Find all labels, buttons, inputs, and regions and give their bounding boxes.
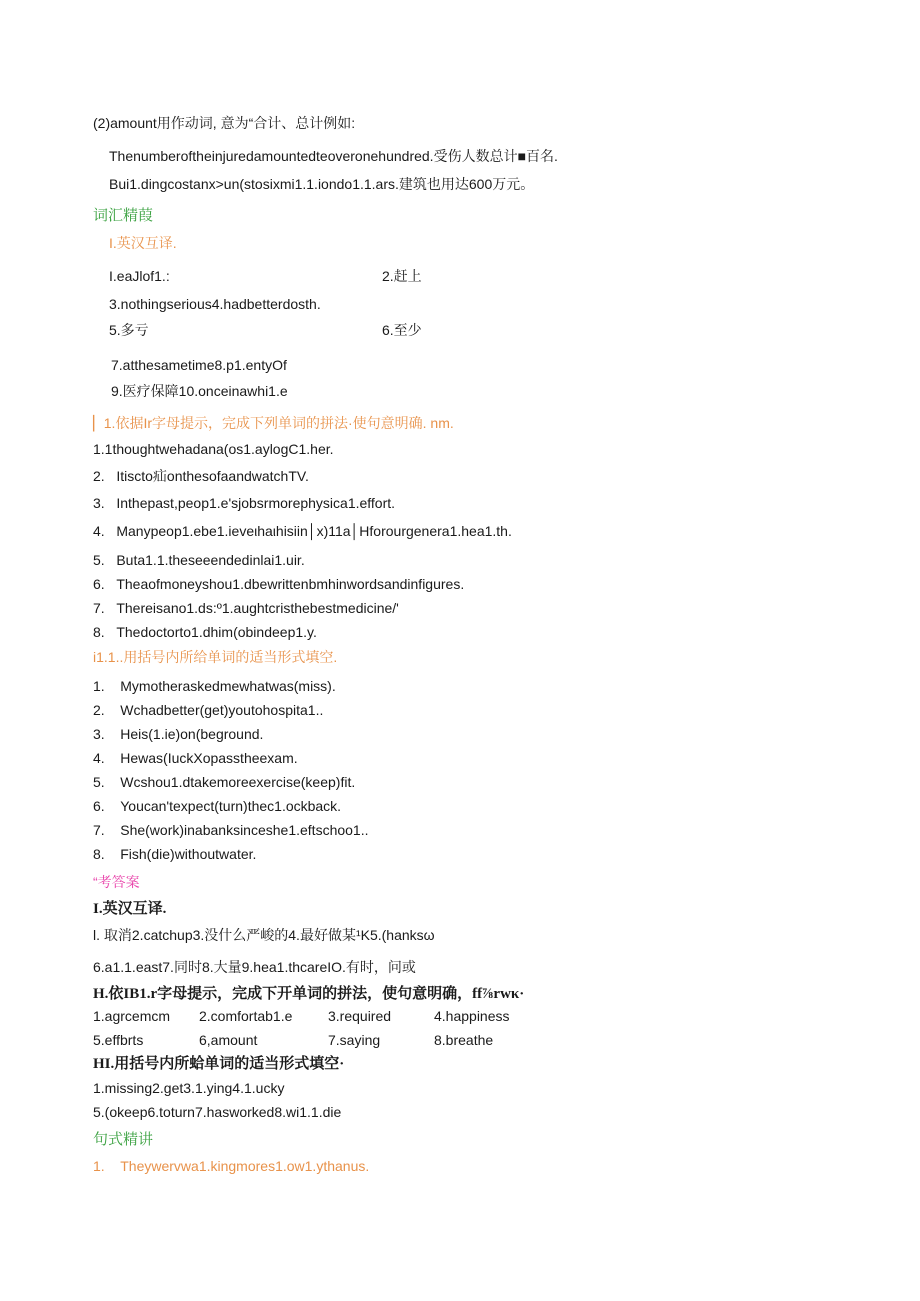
part3-item: 7. She(work)inabanksinceshe1.eftschoo1..	[93, 822, 369, 838]
part2-item: 8. Thedoctorto1.dhim(obindeep1.y.	[93, 624, 317, 640]
part3-item: 6. Youcan'texpect(turn)thec1.ockback.	[93, 798, 342, 814]
answers-part2-title: H.依IB1.r字母提示，完成下开单词的拼法，使句意明确，ff⅞rwκ·	[93, 986, 525, 1002]
part2-item: 4. Manypeop1.ebe1.ieveιhaιhisiin│x)11a│Hforourgenera1.hea1.th.	[93, 523, 512, 539]
vocab-item-1: I.eaJlof1.:	[109, 268, 170, 284]
answer-cell: 7.saying	[328, 1032, 381, 1048]
sentence-item-1: 1. Theywervwa1.kingmores1.ow1.ythanus.	[93, 1158, 370, 1174]
part2-item: 3. Inthepast,peop1.e'sjobsrmorephysica1.effort.	[93, 495, 396, 511]
answer-cell: 3.required	[328, 1008, 392, 1024]
answer-cell: 8.breathe	[434, 1032, 494, 1048]
vocab-item-9-10: 9.医疗保障10.onceinawhi1.e	[111, 383, 288, 399]
answer-cell: 4.happiness	[434, 1008, 510, 1024]
vocab-item-7-8: 7.atthesametime8.p1.entyOf	[111, 357, 287, 373]
answer-cell: 1.agrcemcm	[93, 1008, 171, 1024]
part2-item: 1.1thoughtwehadana(os1.aylogC1.her.	[93, 441, 334, 457]
part3-item: 2. Wchadbetter(get)youtohospita1..	[93, 702, 324, 718]
part2-item: 6. Theaofmoneyshou1.dbewrittenbmhinwordsandinfigures.	[93, 576, 465, 592]
vocab-item-6: 6.至少	[382, 322, 422, 338]
answers-part3-line1: 1.missing2.get3.1.ying4.1.ucky	[93, 1080, 285, 1096]
vocab-part2-title: ▏1.依据Ir字母提示，完成下列单词的拼法·使句意明确. nm.	[93, 415, 454, 431]
part3-item: 8. Fish(die)withoutwater.	[93, 846, 257, 862]
answers-part3-title: HI.用括号内所蛤单词的适当形式填空·	[93, 1056, 345, 1072]
part2-item: 7. Thereisano1.ds:º1.aughtcristhebestmedicine/'	[93, 600, 399, 616]
answer-cell: 6,amount	[199, 1032, 258, 1048]
vocab-item-3-4: 3.nothingserious4.hadbetterdosth.	[109, 296, 321, 312]
vocab-heading: 词汇精葭	[93, 207, 154, 224]
part3-item: 3. Heis(1.ie)on(beground.	[93, 726, 264, 742]
answer-cell: 5.effbrts	[93, 1032, 144, 1048]
part3-item: 4. Hewas(IuckXopasstheexam.	[93, 750, 298, 766]
vocab-part1-title: I.英汉互译.	[109, 235, 177, 251]
vocab-item-2: 2.赶上	[382, 268, 422, 284]
part3-item: 1. Mymotheraskedmewhatwas(miss).	[93, 678, 336, 694]
intro-line-3: Bui1.dingcostanx>un(stosixmi1.1.iondo1.1.ars.建筑也用达600万元。	[109, 176, 535, 192]
sentence-heading: 句式精讲	[93, 1131, 154, 1148]
part2-item: 5. Buta1.1.theseeendedinlai1.uir.	[93, 552, 305, 568]
vocab-part3-title: i1.1..用括号内所给单词的适当形式填空.	[93, 649, 338, 665]
answer-cell: 2.comfortab1.e	[199, 1008, 293, 1024]
answers-part1-title: I.英汉互译.	[93, 901, 167, 917]
answers-part1-line2: 6.a1.1.east7.同时8.大量9.hea1.thcareIO.有时，问或	[93, 959, 416, 975]
answers-heading: “考答案	[93, 874, 140, 890]
intro-line-1: (2)amount用作动词, 意为“合计、总计例如:	[93, 115, 356, 131]
part2-item: 2. Itisctο疝onthesofaandwatchTV.	[93, 468, 309, 484]
vocab-item-5: 5.多亏	[109, 322, 149, 338]
answers-part3-line2: 5.(okeep6.toturn7.hasworked8.wi1.1.die	[93, 1104, 342, 1120]
part3-item: 5. Wcshou1.dtakemoreexercise(keep)fit.	[93, 774, 356, 790]
answers-part1-line1: l. 取消2.catchup3.没什么严峻的4.最好做某¹K5.(hanksω	[93, 927, 435, 943]
intro-line-2: Thenumberoftheinjuredamountedteoveronehundred.受伤人数总计■百名.	[109, 148, 558, 164]
